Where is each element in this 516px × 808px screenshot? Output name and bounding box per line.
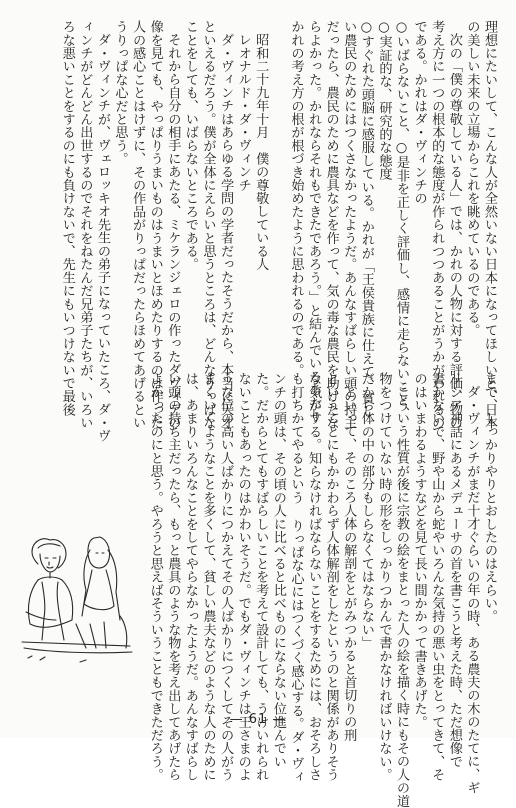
lower-text-line: といって、そのころ人体の解剖をとがみつかると首切りの刑 (341, 385, 357, 742)
upper-text-line: うりっぱな心だと思う。 (112, 20, 128, 166)
upper-text-line: ことをしても、いばらないところである。 (182, 20, 198, 271)
upper-text-line: ろな悪いことをするのにも負けないで、先生にもいつけないで最後 (59, 20, 75, 416)
lower-text-line: ないこともあったのはかわいそうだ。でもダ・ヴィンチは王さまのよ (235, 372, 251, 782)
upper-text-line: の美しい未来の立場からこれを眺めているのである。 (464, 20, 480, 337)
lower-text-line: まくいくようなことを多くして、貧しい農夫などのような人のために (200, 372, 216, 782)
lower-text-line: は、あまりいろんなことをしてやらなかったようだ。あんなすばらし (182, 372, 198, 782)
upper-text-line: ○すぐれた頭脳に感服している。かれが「王侯貴族に仕えて、貧し (358, 20, 374, 418)
lower-text-line: も打ちかてやるという りっぱな心にはつくづく感心する。ダ・ヴィ (288, 372, 304, 783)
upper-text-line: い農民のためにはつくさなかったようだ。あんなすばらしい頭の持主 (341, 20, 357, 430)
lower-text-line: まで、しっかりやりとおしたのはえらい。 (482, 372, 497, 623)
upper-text-line: 像を見ても、やっぱりうまいものはうまいとほめたりするのは作った (147, 20, 163, 430)
upper-text-line: それから自分の相手にあたる、ミケランジェロの作ったダヴィデの (165, 33, 181, 430)
upper-text-line: 理想にたいして、こんな人が全然いない日本になってほしいと、日本 (482, 20, 497, 430)
lower-text-line: ダ・ヴィンチがまだ十才ぐらいの年の時、ある農夫の木のたてに、ギ (464, 385, 480, 795)
lower-text-line: よかったのにと思う。やろうと思えばそういうこともできただろう。 (147, 372, 163, 782)
upper-text-line: ○実証的な、研究的な態度 (376, 20, 392, 181)
lower-text-line: のはいまわるようすなどを見て長い間かかって書きあげた。 (411, 372, 427, 729)
upper-text-line: レオナルド・ダ・ヴィンチ (235, 33, 251, 192)
lower-text-line: ンチの頭は、その頃の人に比べると比べものにならない位進んでい (270, 372, 286, 768)
lower-text-line: ということにもかかわらず人体解剖をしたというのと関係がありそう (323, 372, 339, 782)
upper-text-line: ィンチがどんどん出世するのでそれをねたんだ兄弟子たちが、いろい (77, 20, 93, 430)
upper-text-line: ダ・ヴィンチはあらゆる学問の学者だったそうだから、本当に天才 (218, 33, 234, 430)
lower-text-line: リシア神話にあるメデューサの首を書こうと考えた時、ただ想像で (446, 372, 462, 768)
upper-text-line: 昭和二十九年十月 僕の尊敬している人 (253, 33, 269, 271)
upper-text-line (269, 20, 287, 345)
upper-text-line: 考え方に一つの根本的な態度が作られつつあることがうかがわれるの (429, 20, 445, 430)
upper-text-block (28, 20, 498, 443)
lower-text-line: こういう性質が後に宗教の絵をまとった人の絵を描く時にもその人の道 (394, 385, 410, 808)
lower-text-line: 物をつけていない時の形をしっかりつかんで書かなければいけない。 (376, 372, 392, 782)
page-number: — 61 — (229, 712, 287, 727)
upper-text-line: である。かれはダ・ヴィンチの (411, 20, 427, 205)
upper-text-line: だったら、農民のために農具などを作って、気の毒な農民を助けたな (323, 20, 339, 430)
two-figures-illustration (20, 520, 138, 670)
lower-text-line: な気がする。知らなければならないことをするためには、おそろしさ (306, 372, 322, 782)
upper-text-line: かれの考え方の根が根づき始めたように思われるのである。 (288, 20, 304, 377)
upper-text-line: らよかった。かれならそれもできたであろう。」と結んでいるあたり (306, 20, 322, 423)
lower-text-line: い頭の持ち主だったら、もっと農具のような物を考え出してあげたら (165, 372, 181, 782)
upper-text-line: といえるだろう。僕が全体にえらいと思うところは、どんなりっぱな (200, 20, 216, 430)
lower-text-line: 書かないで、野や山から蛇やいろんな気持の悪い虫をとってきて、そ (429, 372, 445, 782)
lower-text-line: た。だからとてもすばらしいことを考えて設計しても、うけいれられ (253, 372, 269, 782)
upper-text-line: ○いばらないこと、○是非を正しく評価し、感情に走らないこと、 (394, 20, 410, 420)
lower-text-line: うな位の高い人ばかりにつかえてその人ばかりにつくしてその人がう (218, 372, 234, 782)
upper-text-line: 人の感心ことはけずに、その作品がりっぱだったらほめてあげるとい (130, 20, 146, 430)
lower-text-line: だから体の中の部分もしらなくてはならない」 (358, 372, 374, 650)
upper-text-line: 次の「僕の尊敬している人」では、かれの人物に対する評価、物の (446, 33, 462, 430)
upper-text-line: ダ・ヴィンチが、ヴェロッキオ先生の弟子になっていたころ、ダ・ヴ (94, 33, 110, 443)
